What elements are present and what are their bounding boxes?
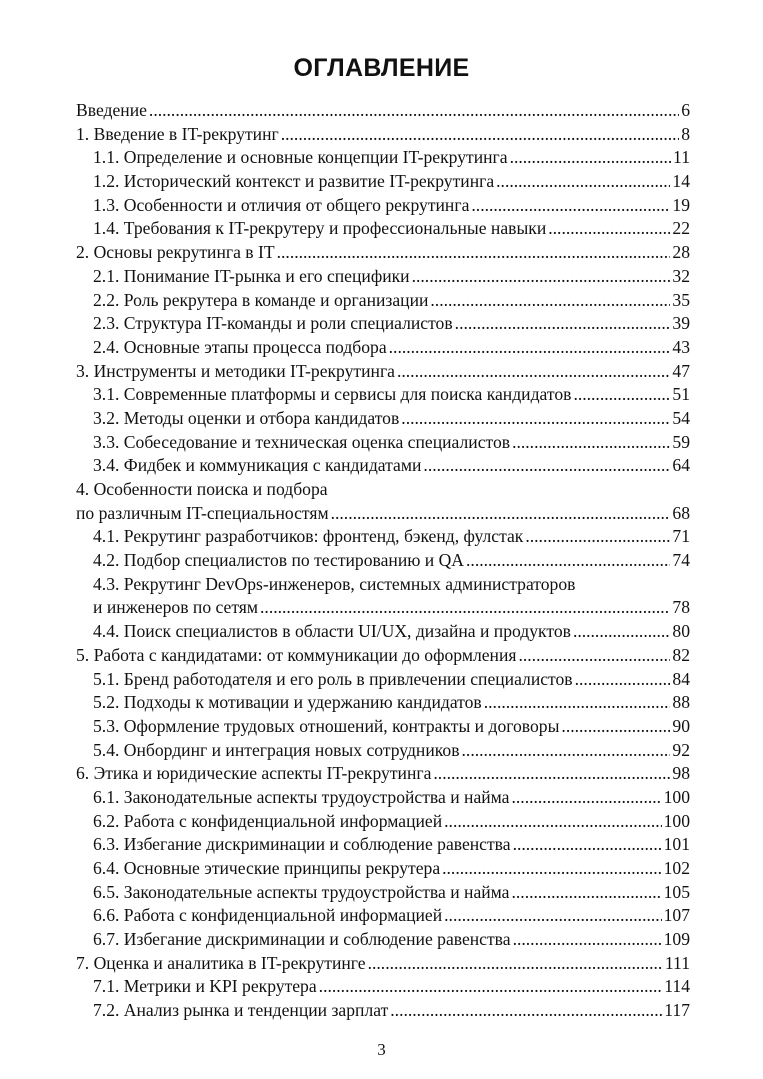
toc-entry-page: 22 [672,218,690,239]
toc-entry-label: 4.3. Рекрутинг DevOps-инженеров, системных администраторов [93,573,576,594]
toc-entry-page: 90 [672,715,690,736]
toc-entry-label: 6. Этика и юридические аспекты IT-рекрутинга [76,763,432,784]
toc-entry [76,525,690,549]
dot-leader [433,762,670,786]
toc-entry [76,644,690,668]
dot-leader [466,549,670,573]
toc-entry-label: 1.3. Особенности и отличия от общего рекрутинга [93,194,470,215]
page-number: 3 [377,1040,386,1059]
toc-entry [76,407,690,431]
toc-entry-page: 102 [663,858,690,878]
toc-entry [76,383,690,407]
dot-leader [561,715,670,739]
dot-leader [444,904,661,928]
toc-entry-label: 7.1. Метрики и KPI рекрутера [93,976,317,997]
toc-entry [76,762,690,786]
toc-entry-page: 84 [672,668,690,689]
toc-entry-page: 98 [672,763,690,784]
toc-entry-page: 100 [663,786,690,807]
dot-leader [390,999,662,1023]
toc-entry [76,312,690,336]
dot-leader [512,786,662,810]
toc-entry-label: 3.1. Современные платформы и сервисы для поиска кандидатов [93,384,572,405]
page-title: ОГЛАВЛЕНИЕ [293,54,470,82]
toc-entry-label: 1.1. Определение и основные концепции IT-рекрутинга [93,147,508,168]
toc-entry-label: 2.4. Основные этапы процесса подбора [93,336,387,357]
toc-entry [76,668,690,692]
toc-entry-label: 7. Оценка и аналитика в IT-рекрутинге [76,952,366,973]
toc-entry [76,833,690,857]
dot-leader [149,99,679,123]
toc-entry [76,810,690,834]
dot-leader [496,170,670,194]
toc-entry [76,360,690,384]
dot-leader [484,691,671,715]
toc-entry-page: 47 [672,360,690,381]
toc-entry [76,194,690,218]
toc-entry-page: 68 [672,502,690,523]
dot-leader [389,336,671,360]
toc-entry-page: 54 [672,407,690,428]
toc-entry-page: 74 [672,550,690,571]
toc-entry-label: 6.5. Законодательные аспекты трудоустройства и найма [93,881,510,902]
toc-entry-page: 101 [663,834,690,855]
dot-leader [512,881,662,905]
toc-entry [76,691,690,715]
toc-entry [76,928,690,952]
dot-leader [573,620,670,644]
dot-leader [412,265,671,289]
dot-leader [442,857,661,881]
toc-entry-label: 5. Работа с кандидатами: от коммуникации до оформления [76,644,517,665]
dot-leader [462,739,671,763]
dot-leader [368,952,663,976]
toc-entry-label: 3.2. Методы оценки и отбора кандидатов [93,407,400,428]
dot-leader [319,975,663,999]
toc-entry-label-continued: и инженеров по сетям [93,597,259,618]
toc-entry-page: 28 [672,242,690,263]
toc-entry [76,739,690,763]
toc-entry-page: 92 [672,739,690,760]
toc-entry-page: 107 [663,905,690,926]
dot-leader [548,217,670,241]
toc-entry-label: 2.2. Роль рекрутера в команде и организации [93,289,429,310]
toc-entry-page: 32 [672,265,690,286]
toc-entry-label: 3.3. Собеседование и техническая оценка специалистов [93,431,511,452]
toc-entry [76,904,690,928]
toc-entry [76,596,690,620]
toc-entry [76,715,690,739]
toc-entry-page: 117 [664,1000,690,1021]
toc-entry-page: 6 [681,100,690,120]
dot-leader [513,833,662,857]
dot-leader [471,194,670,218]
toc-entry [76,549,690,573]
toc-entry-page: 114 [664,976,690,997]
toc-entry-page: 88 [672,692,690,713]
dot-leader [510,146,671,170]
toc-entry-label: 2.3. Структура IT-команды и роли специалистов [93,313,453,334]
dot-leader [401,407,670,431]
dot-leader [525,525,670,549]
toc-entry-label: 5.2. Подходы к мотивации и удержанию кандидатов [93,692,482,713]
toc-entry-label: 6.1. Законодательные аспекты трудоустройства и найма [93,786,510,807]
dot-leader [281,123,679,147]
toc-entry-label: 4.2. Подбор специалистов по тестированию и QA [93,550,465,571]
toc-entry-label: 6.3. Избегание дискриминации и соблюдение равенства [93,834,511,855]
toc-entry-page: 111 [664,952,690,973]
dot-leader [331,502,671,526]
dot-leader [397,360,670,384]
toc-entry-label: 6.7. Избегание дискриминации и соблюдение равенства [93,929,511,950]
toc-entry [76,146,690,170]
toc-entry [76,454,690,478]
toc-entry-label: 5.1. Бренд работодателя и его роль в привлечении специалистов [93,668,573,689]
toc-entry-page: 109 [663,929,690,950]
toc-entry-page: 35 [672,289,690,310]
toc-entry-label: 1. Введение в IT-рекрутинг [76,123,279,144]
toc-entry-page: 39 [672,313,690,334]
toc-entry [76,99,690,123]
toc-entry-page: 19 [672,194,690,215]
toc-entry [76,881,690,905]
toc-entry-label: Введение [76,100,147,120]
toc-entry-label: 5.3. Оформление трудовых отношений, контракты и договоры [93,715,560,736]
dot-leader [277,241,671,265]
toc-entry-page: 100 [663,810,690,831]
toc-entry [76,217,690,241]
dot-leader [573,383,670,407]
toc-entry [76,620,690,644]
toc-entry [76,857,690,881]
toc-entry-page: 105 [663,881,690,902]
toc-entry-page: 80 [672,621,690,642]
toc-entry-label: 7.2. Анализ рынка и тенденции зарплат [93,1000,389,1021]
toc-entry-page: 64 [672,455,690,476]
toc-entry [76,786,690,810]
dot-leader [455,312,671,336]
dot-leader [430,289,670,313]
toc-entry [76,502,690,526]
toc-entry-page: 14 [672,171,690,192]
toc-entry [76,336,690,360]
toc-entry [76,431,690,455]
toc-entry-line [76,478,690,502]
toc-entry [76,952,690,976]
dot-leader [423,454,670,478]
toc-entry [76,170,690,194]
toc-entry-label: 1.4. Требования к IT-рекрутеру и профессиональные навыки [93,218,547,239]
toc-entry [76,975,690,999]
toc-entry-page: 71 [672,526,690,547]
toc-entry-label: 5.4. Онбординг и интеграция новых сотрудников [93,739,460,760]
toc-entry-label: 4.4. Поиск специалистов в области UI/UX, дизайна и продуктов [93,621,571,642]
toc-entry-label: 6.6. Работа с конфиденциальной информацией [93,905,443,926]
toc-entry-line [76,573,690,597]
toc-entry [76,241,690,265]
toc-entry-label: 4. Особенности поиска и подбора [76,479,328,499]
toc-entry [76,999,690,1023]
toc-entry-label-continued: по различным IT-специальностям [76,502,329,523]
toc-entry-label: 1.2. Исторический контекст и развитие IT-рекрутинга [93,171,495,192]
toc-entry-page: 82 [672,644,690,665]
dot-leader [575,668,671,692]
dot-leader [444,810,661,834]
toc-entry-label: 6.2. Работа с конфиденциальной информацией [93,810,443,831]
toc-entry [76,265,690,289]
toc-entry-label: 3.4. Фидбек и коммуникация с кандидатами [93,455,422,476]
toc-entry-page: 51 [672,384,690,405]
dot-leader [513,928,662,952]
toc-entry [76,123,690,147]
toc-entry-page: 8 [681,123,690,144]
toc-entry-page: 78 [672,597,690,618]
toc-entry-label: 2.1. Понимание IT-рынка и его специфики [93,265,410,286]
dot-leader [518,644,670,668]
toc-entry-page: 43 [672,336,690,357]
dot-leader [512,431,670,455]
toc-entry-label: 2. Основы рекрутинга в IT [76,242,275,263]
toc-entry-label: 6.4. Основные этические принципы рекрутера [93,858,441,878]
dot-leader [260,596,670,620]
toc-entry-label: 4.1. Рекрутинг разработчиков: фронтенд, бэкенд, фулстак [93,526,524,547]
toc-entry-page: 59 [672,431,690,452]
toc-entry-page: 11 [673,147,690,168]
toc-entry [76,289,690,313]
table-of-contents [76,99,690,1023]
toc-entry-label: 3. Инструменты и методики IT-рекрутинга [76,360,395,381]
